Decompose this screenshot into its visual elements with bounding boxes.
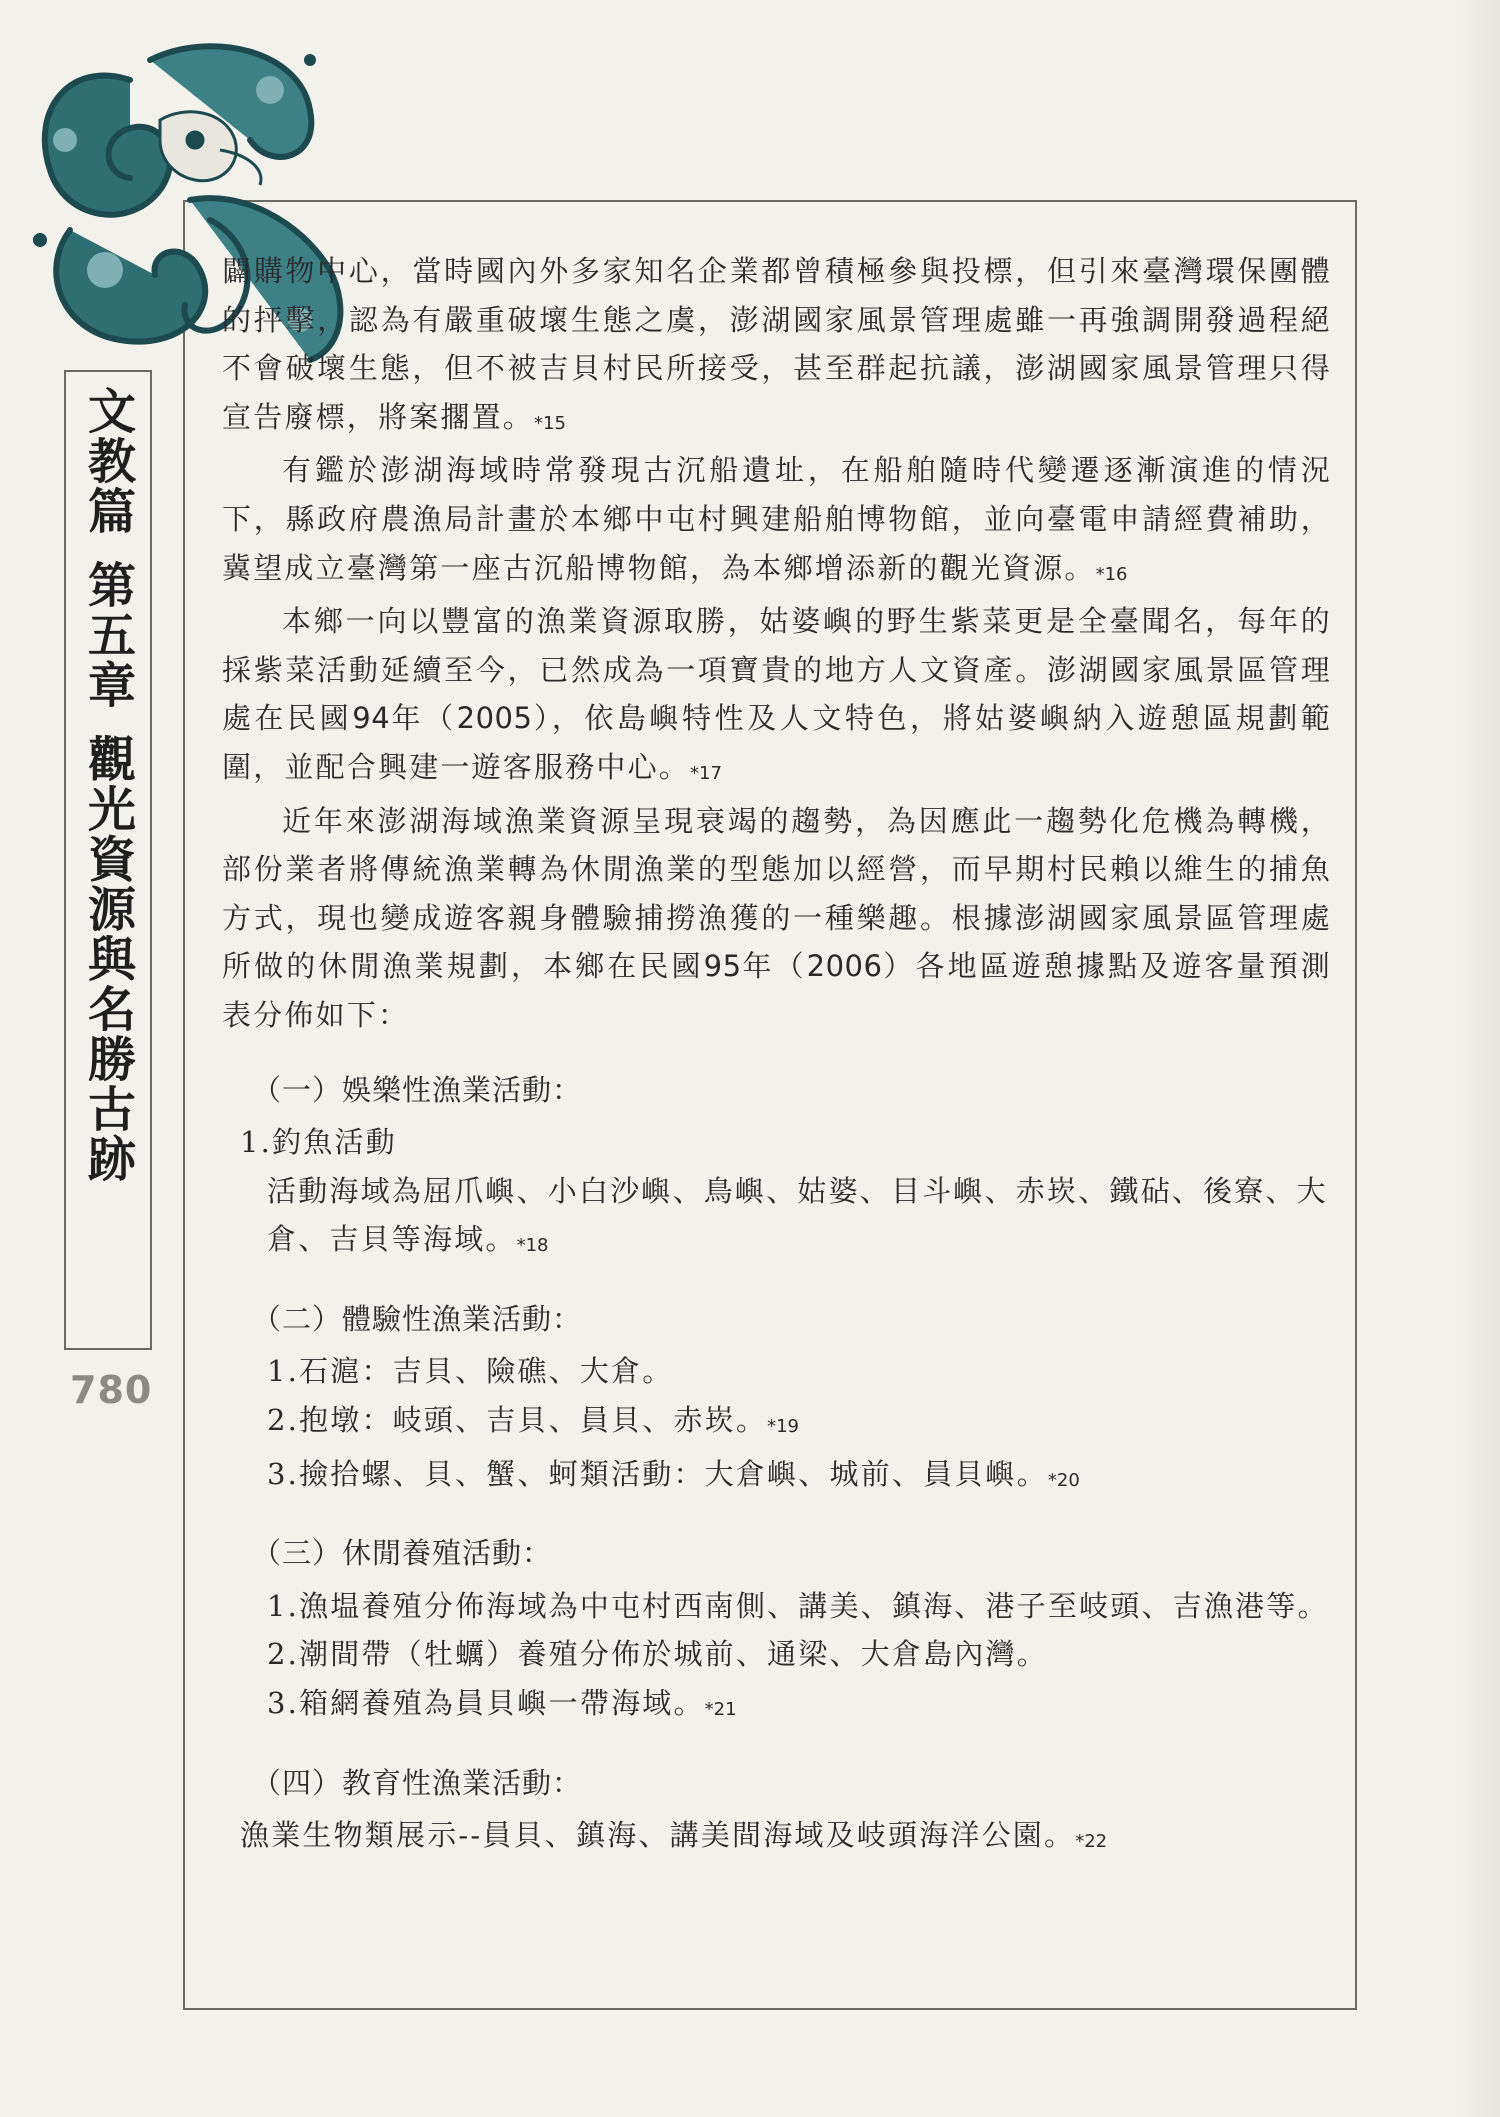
list-item: 3.箱網養殖為員貝嶼一帶海域。*21 [267, 1686, 737, 1721]
section-heading: （四）教育性漁業活動： [252, 1765, 583, 1800]
paragraph: 有鑑於澎湖海域時常發現古沉船遺址，在船舶隨時代變遷逐漸演進的情況下，縣政府農漁局計畫於本鄉中屯村興建船舶博物館，並向臺電申請經費補助，冀望成立臺灣第一座古沉船博物館，為本鄉增添新的觀光資源。*16 [222, 453, 1332, 585]
footnote-ref: *22 [1075, 1831, 1108, 1853]
footnote-ref: *21 [704, 1699, 737, 1721]
footnote-ref: *15 [534, 412, 566, 434]
paragraph: 本鄉一向以豐富的漁業資源取勝，姑婆嶼的野生紫菜更是全臺聞名，每年的採紫菜活動延續至今，已然成為一項寶貴的地方人文資產。澎湖國家風景區管理處在民國94年（2005），依島嶼特性及人文特色，將姑婆嶼納入遊憩區規劃範圍，並配合興建一遊客服務中心。*17 [222, 604, 1332, 784]
footnote-ref: *17 [690, 762, 722, 784]
paragraph: 闢購物中心，當時國內外多家知名企業都曾積極參與投標，但引來臺灣環保團體的抨擊，認為有嚴重破壞生態之虞，澎湖國家風景管理處雖一再強調開發過程絕不會破壞生態，但不被吉貝村民所接受，甚至群起抗議，澎湖國家風景管理只得宣告廢標，將案擱置。*15 [222, 254, 1332, 434]
section-body: 漁業生物類展示--員貝、鎮海、講美間海域及岐頭海洋公園。*22 [240, 1818, 1108, 1853]
section-heading: （一）娛樂性漁業活動： [252, 1072, 583, 1107]
footnote-ref: *19 [767, 1416, 799, 1438]
main-text [222, 247, 1332, 1865]
chapter-number: 第五章 [79, 560, 136, 710]
list-item: 3.撿拾螺、貝、蟹、蚵類活動：大倉嶼、城前、員貝嶼。*20 [267, 1456, 1080, 1491]
chapter-title: 觀光資源與名勝古跡 [79, 734, 136, 1184]
list-item: 2.潮間帶（牡蠣）養殖分佈於城前、通梁、大倉島內灣。 [267, 1637, 1048, 1672]
section-heading: （二）體驗性漁業活動： [252, 1301, 583, 1336]
part-title: 文教篇 [79, 386, 136, 536]
list-item: 2.抱墩：岐頭、吉貝、員貝、赤崁。*19 [267, 1403, 799, 1438]
paragraph: 近年來澎湖海域漁業資源呈現衰竭的趨勢，為因應此一趨勢化危機為轉機，部份業者將傳統漁業轉為休閒漁業的型態加以經營，而早期村民賴以維生的捕魚方式，現也變成遊客親身體驗捕撈漁獲的一種樂趣。根據澎湖國家風景區管理處所做的休閒漁業規劃，本鄉在民國95年（2006）各地區遊憩據點及遊客量預測表分佈如下： [222, 803, 1332, 1032]
chapter-title-vertical [66, 386, 150, 1336]
list-item: 1.釣魚活動 [240, 1125, 397, 1160]
footnote-ref: *16 [1095, 563, 1128, 585]
list-item-detail: 活動海域為屈爪嶼、小白沙嶼、鳥嶼、姑婆、目斗嶼、赤崁、鐵砧、後寮、大倉、吉貝等海域。*18 [267, 1173, 1328, 1257]
section-heading: （三）休閒養殖活動： [252, 1536, 553, 1571]
page-number: 780 [70, 1368, 153, 1412]
footnote-ref: *18 [516, 1235, 549, 1257]
chapter-sidebar [64, 370, 152, 1350]
list-item: 1.石滬：吉貝、險礁、大倉。 [267, 1354, 674, 1389]
list-item: 1.漁塭養殖分佈海域為中屯村西南側、講美、鎮海、港子至岐頭、吉漁港等。 [267, 1588, 1329, 1623]
footnote-ref: *20 [1047, 1469, 1080, 1491]
page-edge-shadow [1460, 0, 1500, 2117]
